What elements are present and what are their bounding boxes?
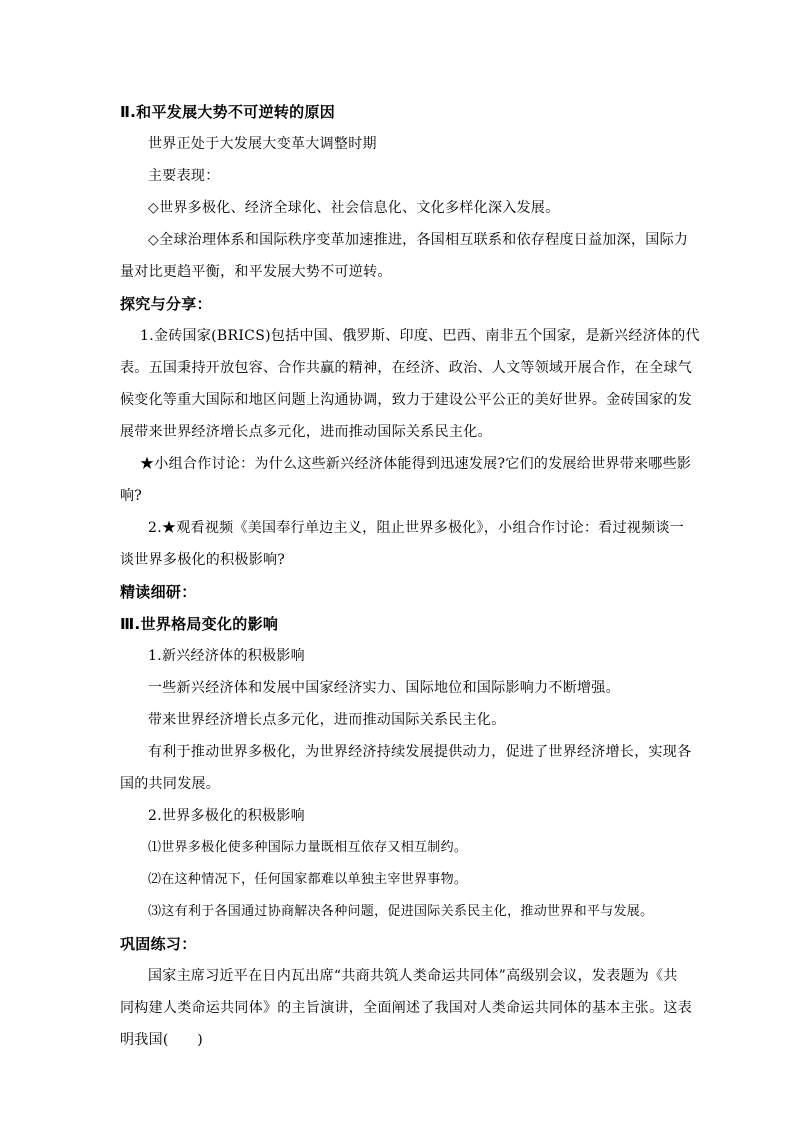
question-text: 明我国( ) [120, 1032, 204, 1048]
paragraph: 国的共同发展。 [120, 776, 221, 792]
study-heading: 精读细研： [120, 583, 197, 601]
paragraph: 谈世界多极化的积极影响? [120, 552, 286, 568]
question-text: 同构建人类命运共同体》的主旨演讲，全面阐述了我国对人类命运共同体的基本主张。这表 [120, 1000, 692, 1016]
paragraph: ◇全球治理体系和国际秩序变革加速推进，各国相互联系和依存程度日益加深，国际力 [148, 232, 689, 248]
paragraph: ◇世界多极化、经济全球化、社会信息化、文化多样化深入发展。 [148, 200, 560, 216]
paragraph: 主要表现： [148, 168, 220, 184]
list-item: ⑴世界多极化使多种国际力量既相互依存又相互制约。 [148, 840, 468, 855]
paragraph: 表。五国秉持开放包容、合作共赢的精神，在经济、政治、人文等领域开展合作，在全球气 [120, 360, 692, 376]
paragraph: 2.★观看视频《美国奉行单边主义，阻止世界多极化》，小组合作讨论：看过视频谈一 [148, 520, 685, 536]
paragraph: 候变化等重大国际和地区问题上沟通协调，致力于建设公平公正的美好世界。金砖国家的发 [120, 392, 692, 408]
paragraph: 1.金砖国家(BRICS)包括中国、俄罗斯、印度、巴西、南非五个国家，是新兴经济体的代 [140, 328, 700, 344]
paragraph: 带来世界经济增长点多元化，进而推动国际关系民主化。 [148, 712, 506, 728]
paragraph: 量对比更趋平衡，和平发展大势不可逆转。 [120, 264, 392, 280]
list-item: ⑵在这种情况下，任何国家都难以单独主宰世界事物。 [148, 872, 468, 887]
question-text: 国家主席习近平在日内瓦出席“共商共筑人类命运共同体”高级别会议，发表题为《共 [148, 968, 678, 984]
paragraph: 世界正处于大发展大变革大调整时期 [148, 136, 377, 152]
paragraph: 展带来世界经济增长点多元化，进而推动国际关系民主化。 [120, 424, 492, 440]
practice-heading: 巩固练习： [120, 935, 197, 953]
subheading: 2.世界多极化的积极影响 [148, 808, 305, 824]
list-item: ⑶这有利于各国通过协商解决各种问题，促进国际关系民主化，推动世界和平与发展。 [148, 904, 654, 919]
explore-heading: 探究与分享： [120, 295, 212, 313]
section-heading-3: Ⅲ.世界格局变化的影响 [120, 615, 279, 633]
paragraph: ★小组合作讨论：为什么这些新兴经济体能得到迅速发展?它们的发展给世界带来哪些影 [140, 456, 692, 472]
paragraph: 有利于推动世界多极化，为世界经济持续发展提供动力，促进了世界经济增长，实现各 [148, 744, 692, 760]
subheading: 1.新兴经济体的积极影响 [148, 648, 305, 664]
paragraph: 响? [120, 488, 143, 504]
section-heading-2: Ⅱ.和平发展大势不可逆转的原因 [120, 103, 336, 121]
paragraph: 一些新兴经济体和发展中国家经济实力、国际地位和国际影响力不断增强。 [148, 680, 620, 696]
